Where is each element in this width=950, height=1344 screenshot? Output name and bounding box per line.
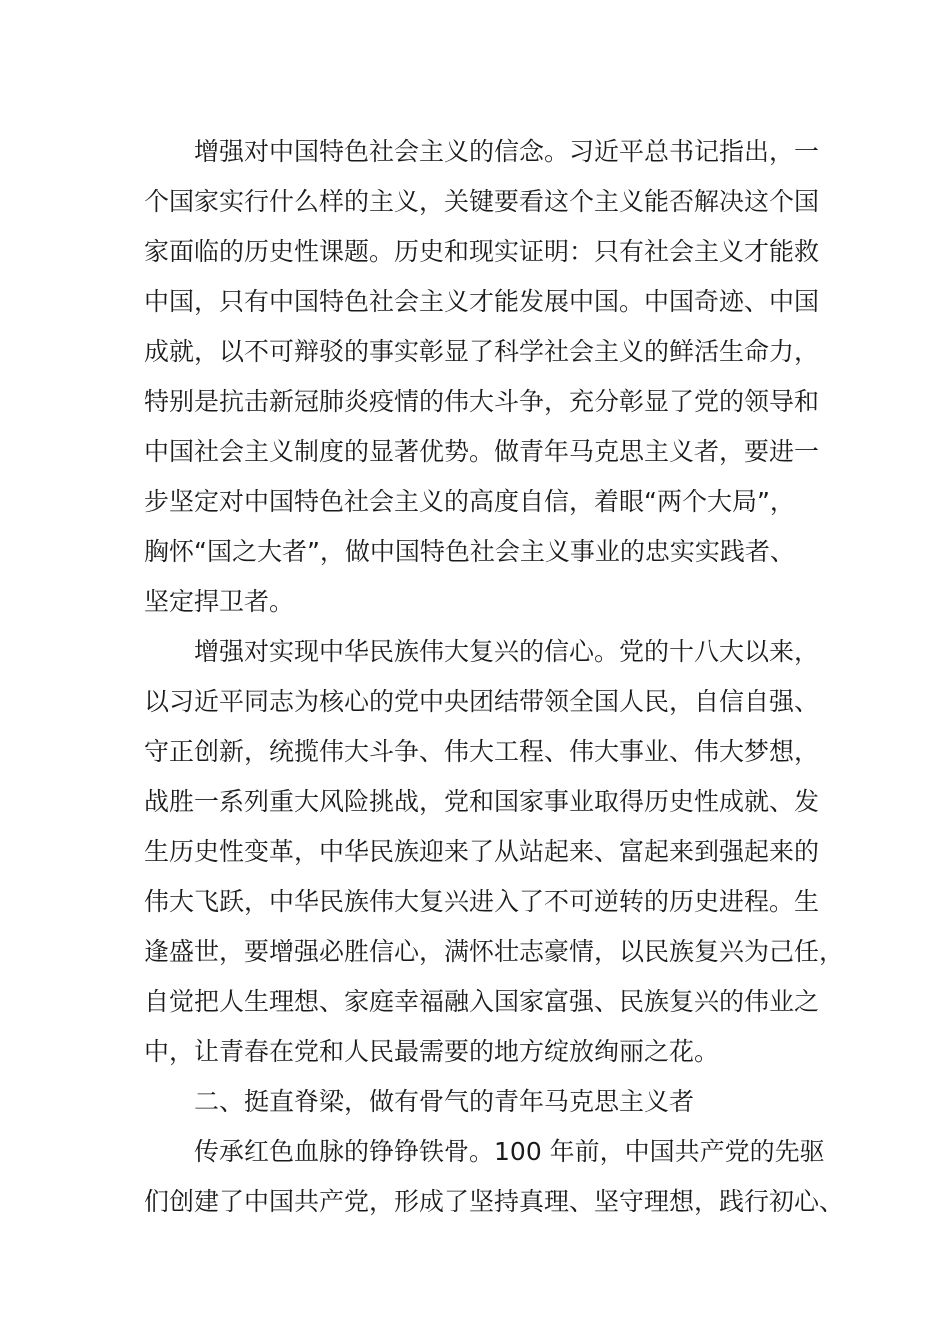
- document-body: [144, 127, 845, 1227]
- text-line: 特别是抗击新冠肺炎疫情的伟大斗争，充分彰显了党的领导和: [144, 387, 820, 416]
- text-line: 增强对实现中华民族伟大复兴的信心。党的十八大以来，: [194, 637, 820, 666]
- text-line: 生历史性变革，中华民族迎来了从站起来、富起来到强起来的: [144, 837, 820, 866]
- paragraph-red-bloodline: [144, 1127, 845, 1227]
- text-line: 逢盛世，要增强必胜信心，满怀壮志豪情，以民族复兴为己任，: [144, 937, 845, 966]
- heading-line: 二、挺直脊梁，做有骨气的青年马克思主义者: [194, 1087, 695, 1116]
- text-line: 胸怀“国之大者”，做中国特色社会主义事业的忠实实践者、: [144, 537, 795, 566]
- text-line: 中国社会主义制度的显著优势。做青年马克思主义者，要进一: [144, 437, 820, 466]
- text-line: 们创建了中国共产党，形成了坚持真理、坚守理想，践行初心、: [144, 1187, 845, 1216]
- text-line: 个国家实行什么样的主义，关键要看这个主义能否解决这个国: [144, 187, 820, 216]
- text-line: 坚定捍卫者。: [144, 587, 295, 616]
- paragraph-rejuvenation-confidence: [144, 627, 845, 1077]
- text-line: 中，让青春在党和人民最需要的地方绽放绚丽之花。: [144, 1037, 720, 1066]
- text-line: 伟大飞跃，中华民族伟大复兴进入了不可逆转的历史进程。生: [144, 887, 820, 916]
- text-line: 家面临的历史性课题。历史和现实证明：只有社会主义才能救: [144, 237, 820, 266]
- text-line: 战胜一系列重大风险挑战，党和国家事业取得历史性成就、发: [144, 787, 820, 816]
- text-line: 中国，只有中国特色社会主义才能发展中国。中国奇迹、中国: [144, 287, 820, 316]
- text-line: 传承红色血脉的铮铮铁骨。100 年前，中国共产党的先驱: [194, 1137, 825, 1166]
- text-line: 自觉把人生理想、家庭幸福融入国家富强、民族复兴的伟业之: [144, 987, 820, 1016]
- text-line: 守正创新，统揽伟大斗争、伟大工程、伟大事业、伟大梦想，: [144, 737, 820, 766]
- text-line: 成就，以不可辩驳的事实彰显了科学社会主义的鲜活生命力，: [144, 337, 820, 366]
- paragraph-socialism-belief: [144, 127, 824, 627]
- text-line: 增强对中国特色社会主义的信念。习近平总书记指出，一: [194, 137, 820, 166]
- text-line: 步坚定对中国特色社会主义的高度自信，着眼“两个大局”，: [144, 487, 795, 516]
- text-line: 以习近平同志为核心的党中央团结带领全国人民，自信自强、: [144, 687, 820, 716]
- section-heading: [144, 1077, 824, 1127]
